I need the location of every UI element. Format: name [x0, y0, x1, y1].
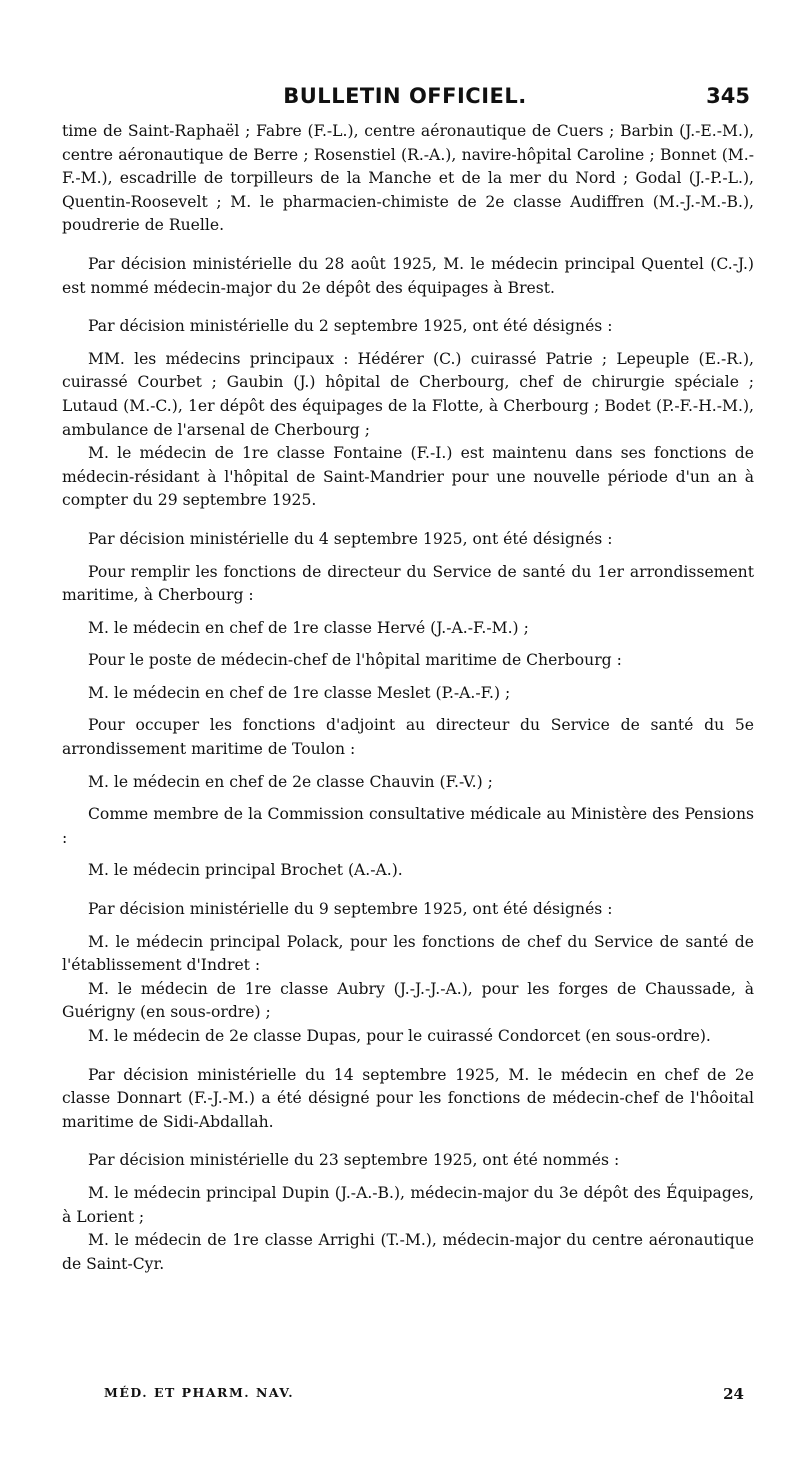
paragraph-decision-28-aout: Par décision ministérielle du 28 août 1925, M. le médecin principal Quentel (C.-J.) est nommé médecin-major du 2e dépôt des équipages à Brest.	[62, 254, 754, 297]
page-number: 345	[706, 84, 750, 108]
paragraph-medecins-principaux: MM. les médecins principaux : Hédérer (C.) cuirassé Patrie ; Lepeuple (E.-R.), cuirassé Courbet ; Gaubin (J.) hôpital de Cherbourg, chef de chirurgie spéciale ; Lutaud (M.-C.), 1er dépôt des équipages de la Flotte, à Cherbourg ; Bodet (P.-F.-H.-M.), ambulance de l'arsenal de Cherbourg ;	[62, 349, 754, 439]
paragraph-aubry: M. le médecin de 1re classe Aubry (J.-J.-J.-A.), pour les forges de Chaussade, à Guérigny (en sous-ordre) ;	[62, 979, 754, 1022]
paragraph-adjoint-toulon: Pour occuper les fonctions d'adjoint au directeur du Service de santé du 5e arrondissement maritime de Toulon :	[62, 716, 754, 759]
paragraph-brochet: M. le médecin principal Brochet (A.-A.).	[88, 861, 403, 880]
paragraph-poste-medecin-chef: Pour le poste de médecin-chef de l'hôpital maritime de Cherbourg :	[88, 651, 622, 670]
paragraph-fontaine: M. le médecin de 1re classe Fontaine (F.-I.) est maintenu dans ses fonctions de médecin-résidant à l'hôpital de Saint-Mandrier pour une nouvelle période d'un an à compter du 29 septembre 1925.	[62, 444, 754, 510]
paragraph-decision-14-septembre: Par décision ministérielle du 14 septembre 1925, M. le médecin en chef de 2e classe Donnart (F.-J.-M.) a été désigné pour les fonctions de médecin-chef de l'hôoital maritime de Sidi-Abdallah.	[62, 1065, 754, 1131]
sheet-number: 24	[723, 1385, 744, 1403]
paragraph-continuation: time de Saint-Raphaël ; Fabre (F.-L.), centre aéronautique de Cuers ; Barbin (J.-E.-M.), centre aéronautique de Berre ; Rosenstiel (R.-A.), navire-hôpital Caroline ; Bonnet (M.-F.-M.), escadrille de torpilleurs de la Manche et de la mer du Nord ; Godal (J.-P.-L.), Quentin-Roosevelt ; M. le pharmacien-chimiste de 2e classe Audiffren (M.-J.-M.-B.), poudrerie de Ruelle.	[62, 122, 754, 235]
page-header	[60, 84, 750, 114]
running-title: BULLETIN OFFICIEL.	[283, 84, 527, 108]
paragraph-decision-9-septembre: Par décision ministérielle du 9 septembre 1925, ont été désignés :	[88, 900, 613, 919]
paragraph-meslet: M. le médecin en chef de 1re classe Meslet (P.-A.-F.) ;	[88, 683, 511, 702]
paragraph-commission-pensions: Comme membre de la Commission consultative médicale au Ministère des Pensions :	[62, 805, 754, 847]
paragraph-chauvin: M. le médecin en chef de 2e classe Chauvin (F.-V.) ;	[88, 772, 493, 791]
page-body	[62, 120, 754, 1276]
paragraph-directeur-cherbourg: Pour remplir les fonctions de directeur du Service de santé du 1er arrondissement maritime, à Cherbourg :	[62, 562, 754, 605]
paragraph-decision-2-septembre: Par décision ministérielle du 2 septembre 1925, ont été désignés :	[88, 317, 613, 336]
paragraph-decision-23-septembre: Par décision ministérielle du 23 septembre 1925, ont été nommés :	[88, 1151, 620, 1170]
paragraph-arrighi: M. le médecin de 1re classe Arrighi (T.-M.), médecin-major du centre aéronautique de Saint-Cyr.	[62, 1231, 754, 1273]
page-footer	[104, 1385, 744, 1409]
paragraph-decision-4-septembre: Par décision ministérielle du 4 septembre 1925, ont été désignés :	[88, 529, 613, 548]
paragraph-dupin: M. le médecin principal Dupin (J.-A.-B.), médecin-major du 3e dépôt des Équipages, à Lorient ;	[62, 1183, 754, 1226]
paragraph-herve: M. le médecin en chef de 1re classe Hervé (J.-A.-F.-M.) ;	[88, 618, 529, 637]
paragraph-polack: M. le médecin principal Polack, pour les fonctions de chef du Service de santé de l'établissement d'Indret :	[62, 932, 754, 975]
paragraph-dupas: M. le médecin de 2e classe Dupas, pour le cuirassé Condorcet (en sous-ordre).	[88, 1027, 711, 1045]
footer-signature: MÉD. ET PHARM. NAV.	[104, 1385, 295, 1400]
